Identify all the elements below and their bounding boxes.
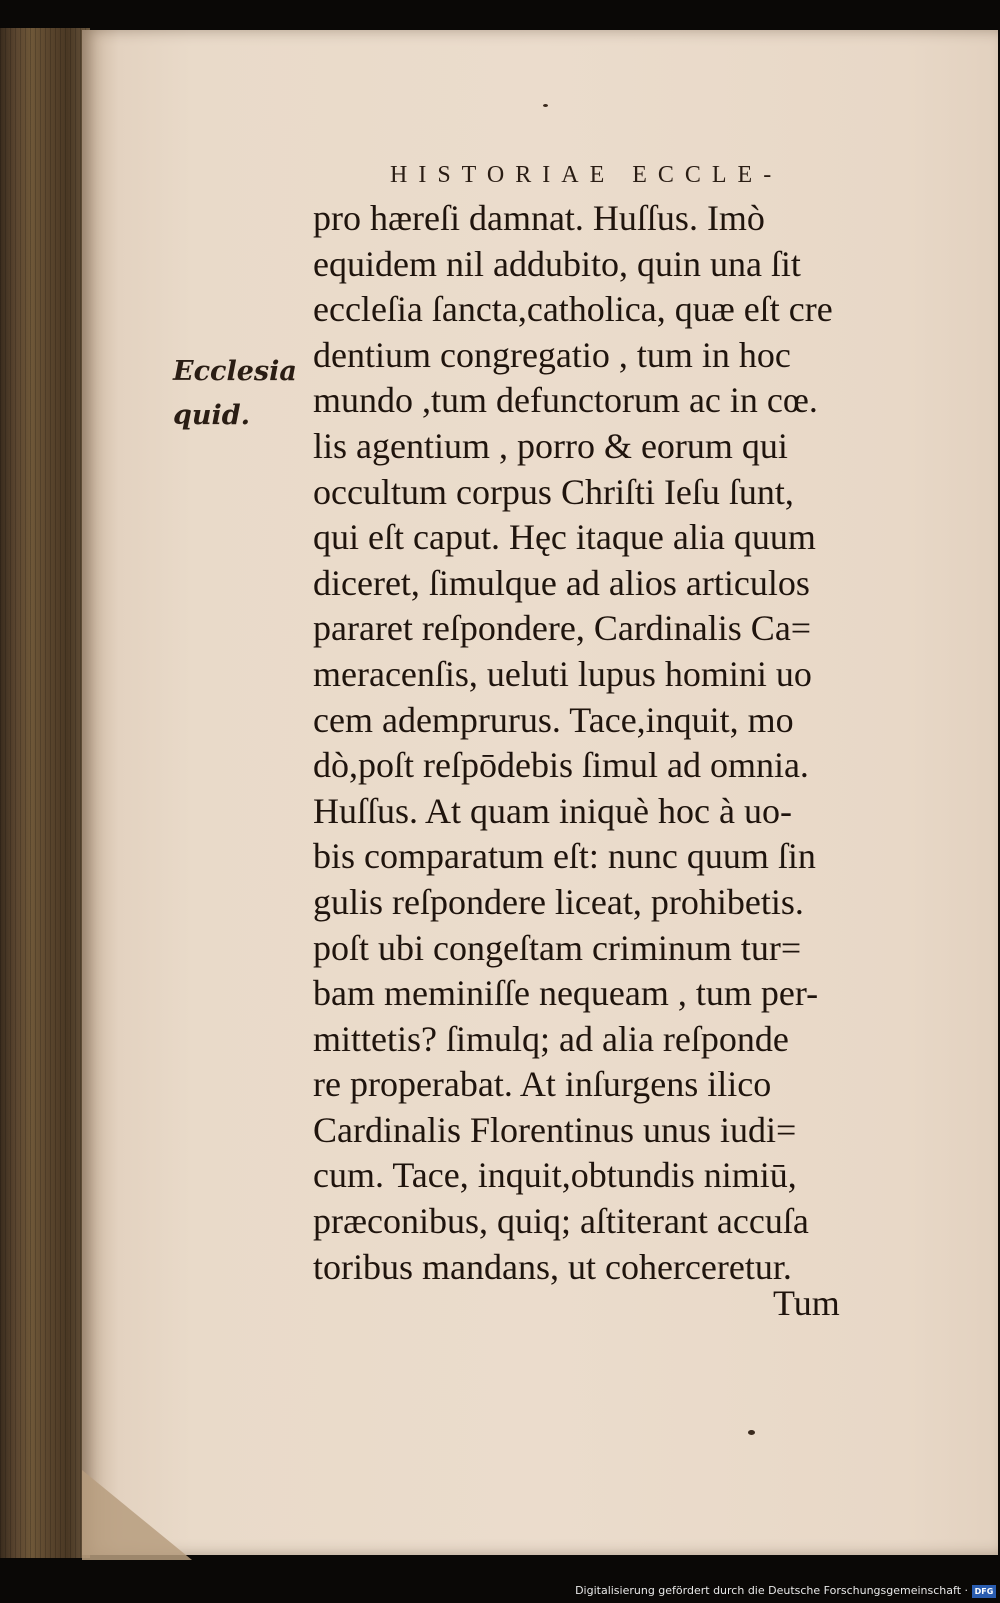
text-line: bis comparatum eſt: nunc quum ſin (313, 836, 816, 877)
marginal-note-line: quid. (173, 400, 251, 431)
text-line: equidem nil addubito, quin una ſit (313, 243, 801, 284)
text-line: gulis reſpondere liceat, prohibetis. (313, 881, 804, 922)
text-line: bam meminiſſe nequeam , tum per- (313, 973, 819, 1014)
text-line: mundo ,tum defunctorum ac in cœ. (313, 380, 818, 421)
text-line: dò,poſt reſpōdebis ſimul ad omnia. (313, 745, 809, 786)
ink-speck (748, 1430, 755, 1435)
text-line: Cardinalis Florentinus unus iudi= (313, 1109, 797, 1150)
text-line: occultum corpus Chriſti Ieſu ſunt, (313, 471, 794, 512)
text-line: lis agentium , porro & eorum qui (313, 425, 788, 466)
text-line: qui eſt caput. Hęc itaque alia quum (313, 517, 816, 558)
running-head: HISTORIAE ECCLE- (390, 162, 783, 188)
marginal-note-line: Ecclesia (173, 356, 297, 387)
text-line: pararet reſpondere, Cardinalis Ca= (313, 608, 812, 649)
text-line: diceret, ſimulque ad alios articulos (313, 562, 810, 603)
dfg-logo: DFG (972, 1585, 996, 1598)
text-line: poſt ubi congeſtam criminum tur= (313, 927, 802, 968)
book-edge (0, 28, 90, 1558)
text-line: eccleſia ſancta,catholica, quæ eſt cre (313, 289, 833, 330)
text-line: Huſſus. At quam iniquè hoc à uo- (313, 790, 792, 831)
text-line: dentium congregatio , tum in hoc (313, 334, 791, 375)
text-line: re properabat. At inſurgens ilico (313, 1064, 772, 1105)
body-text (313, 196, 953, 1290)
ink-speck (543, 104, 548, 107)
digitization-credit: Digitalisierung gefördert durch die Deutsche Forschungsgemeinschaft · (575, 1584, 968, 1597)
marginal-note (173, 350, 297, 438)
text-line: cem ademprurus. Tace,inquit, mo (313, 699, 794, 740)
text-line: præconibus, quiq; aſtiterant accuſa (313, 1201, 809, 1242)
text-line: mittetis? ſimulq; ad alia reſponde (313, 1018, 789, 1059)
text-line: meracenſis, ueluti lupus homini uo (313, 653, 812, 694)
text-line: toribus mandans, ut coherceretur. (313, 1246, 792, 1287)
text-line: cum. Tace, inquit,obtundis nimiū, (313, 1155, 797, 1196)
text-line: pro hæreſi damnat. Huſſus. Imò (313, 198, 765, 238)
catchword: Tum (773, 1283, 840, 1323)
page-corner-fold (82, 1470, 192, 1560)
